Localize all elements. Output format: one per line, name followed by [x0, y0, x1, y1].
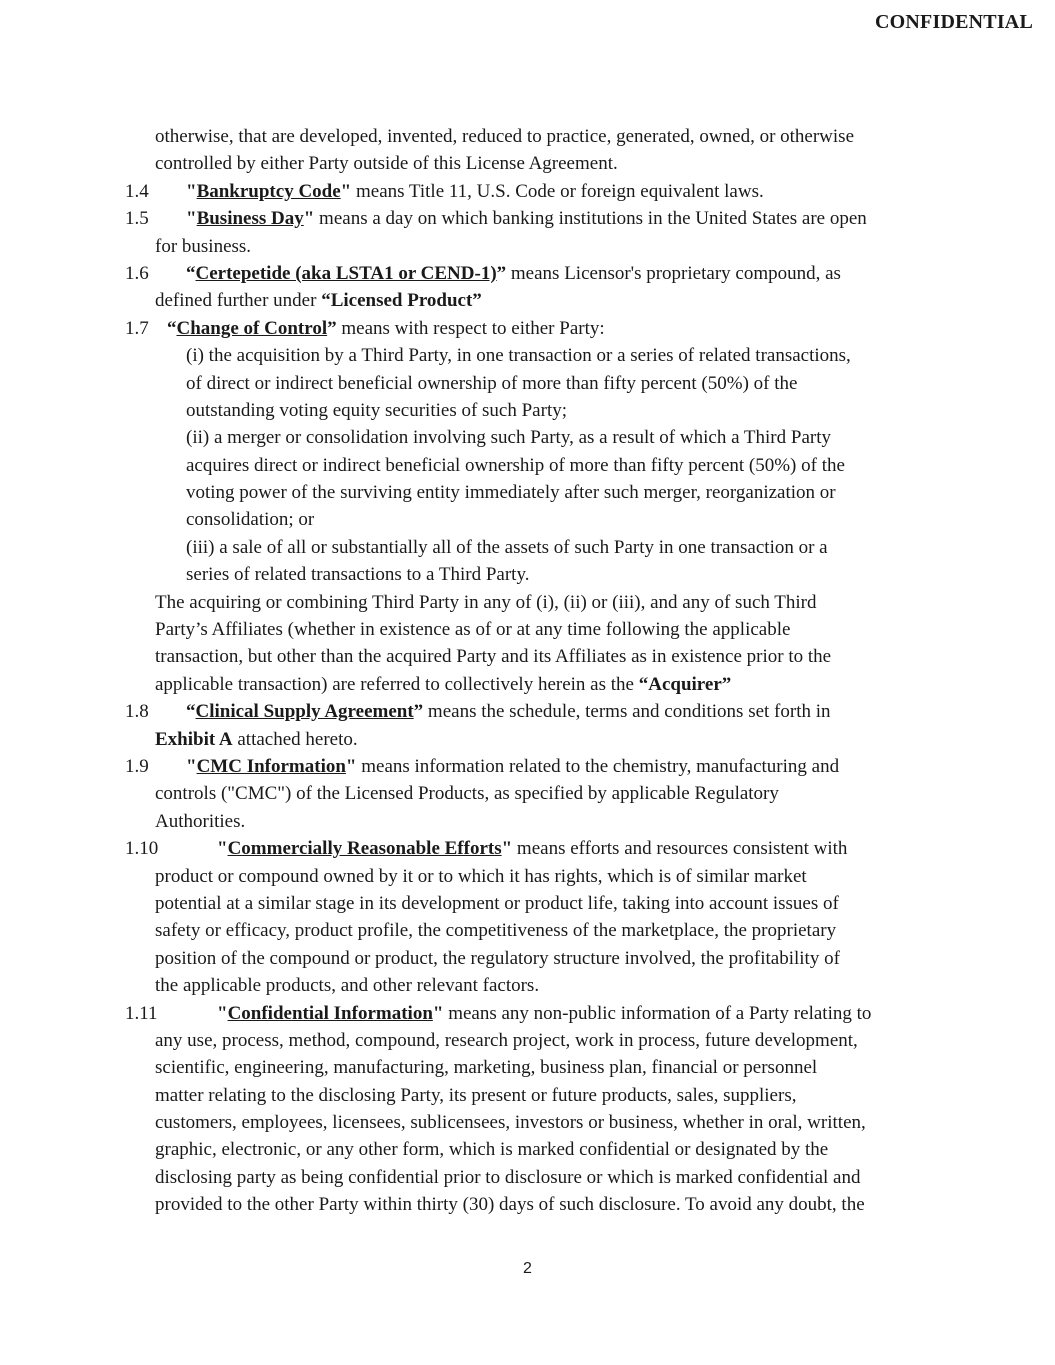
clause-line: of direct or indirect beneficial ownership of more than fifty percent (50%) of the: [186, 372, 798, 394]
intro-line-2: controlled by either Party outside of this License Agreement.: [155, 153, 618, 175]
exhibit-reference: Exhibit A: [155, 728, 233, 750]
section-1-11-cont: graphic, electronic, or any other form, which is marked confidential or designated by the: [155, 1139, 829, 1161]
defined-term: Business Day: [196, 208, 304, 230]
paragraph-line: The acquiring or combining Third Party in any of (i), (ii) or (iii), and any of such Third: [155, 591, 817, 613]
clause-line: (i) the acquisition by a Third Party, in one transaction or a series of related transactions,: [186, 345, 851, 367]
section-1-10-cont: the applicable products, and other relevant factors.: [155, 975, 540, 997]
section-number: 1.4: [125, 180, 149, 202]
section-1-4: [0, 178, 1055, 205]
page-number: 2: [523, 1260, 532, 1277]
clause-line: series of related transactions to a Third Party.: [186, 564, 530, 586]
section-number: 1.11: [125, 1002, 158, 1024]
section-1-11-cont: any use, process, method, compound, research project, work in process, future development,: [155, 1029, 858, 1051]
section-number: 1.5: [125, 208, 149, 230]
cross-reference: “Licensed Product”: [321, 290, 482, 312]
defined-term: Commercially Reasonable Efforts: [227, 838, 502, 860]
section-1-5: [0, 205, 1055, 232]
section-1-7: [0, 315, 1055, 342]
defined-term: Clinical Supply Agreement: [195, 701, 414, 723]
definition-line: “Clinical Supply Agreement” means the schedule, terms and conditions set forth in: [186, 701, 831, 723]
paragraph-line: transaction, but other than the acquired Party and its Affiliates as in existence prior to the: [155, 646, 832, 668]
clause-line: (iii) a sale of all or substantially all of the assets of such Party in one transaction or a: [186, 536, 828, 558]
definition-line: "Confidential Information" means any non-public information of a Party relating to: [217, 1002, 872, 1024]
confidential-header: CONFIDENTIAL: [875, 11, 1033, 33]
section-1-5-cont: for business.: [155, 235, 252, 257]
section-1-11-cont: disclosing party as being confidential prior to disclosure or which is marked confidential and: [155, 1166, 861, 1188]
definition-line: "Bankruptcy Code" means Title 11, U.S. Code or foreign equivalent laws.: [186, 180, 764, 202]
defined-term: Bankruptcy Code: [196, 180, 341, 202]
document-body: [0, 123, 1055, 1219]
section-1-9-cont: Authorities.: [155, 810, 246, 832]
section-1-11-cont: scientific, engineering, manufacturing, marketing, business plan, financial or personnel: [155, 1057, 818, 1079]
section-1-10-cont: potential at a similar stage in its development or product life, taking into account issues of: [155, 892, 839, 914]
section-number: 1.9: [125, 755, 149, 777]
section-1-6-cont: defined further under “Licensed Product”: [155, 290, 482, 312]
defined-term: Confidential Information: [227, 1002, 433, 1024]
definition-line: “Certepetide (aka LSTA1 or CEND-1)” means Licensor's proprietary compound, as: [186, 262, 841, 284]
definition-line: “Change of Control” means with respect to either Party:: [167, 317, 605, 339]
defined-term: Change of Control: [176, 317, 328, 339]
defined-term: Certepetide (aka LSTA1 or CEND-1): [195, 262, 497, 284]
defined-term-acquirer: “Acquirer”: [638, 673, 732, 695]
clause-line: acquires direct or indirect beneficial ownership of more than fifty percent (50%) of the: [186, 454, 845, 476]
section-1-10-cont: position of the compound or product, the regulatory structure involved, the profitability of: [155, 947, 840, 969]
clause-line: consolidation; or: [186, 509, 315, 531]
intro-line-1: otherwise, that are developed, invented, reduced to practice, generated, owned, or otherwise: [155, 126, 855, 147]
section-1-8-cont: Exhibit A attached hereto.: [155, 728, 358, 750]
section-number: 1.10: [125, 838, 159, 860]
definition-line: "CMC Information" means information related to the chemistry, manufacturing and: [186, 755, 840, 777]
section-1-10: [0, 835, 1055, 862]
clause-line: outstanding voting equity securities of such Party;: [186, 399, 568, 421]
definition-line: "Business Day" means a day on which banking institutions in the United States are open: [186, 208, 867, 230]
section-1-10-cont: product or compound owned by it or to which it has rights, which is of similar market: [155, 865, 807, 887]
section-1-9: [0, 753, 1055, 780]
definition-line: "Commercially Reasonable Efforts" means efforts and resources consistent with: [217, 838, 848, 860]
section-number: 1.8: [125, 701, 149, 723]
section-1-9-cont: controls ("CMC") of the Licensed Products, as specified by applicable Regulatory: [155, 783, 779, 805]
defined-term: CMC Information: [196, 755, 346, 777]
section-1-11-cont: provided to the other Party within thirty (30) days of such disclosure. To avoid any doubt, the: [155, 1194, 865, 1216]
section-1-10-cont: safety or efficacy, product profile, the competitiveness of the marketplace, the proprietary: [155, 920, 837, 942]
section-1-11-cont: matter relating to the disclosing Party, its present or future products, sales, suppliers,: [155, 1084, 797, 1106]
clause-line: voting power of the surviving entity immediately after such merger, reorganization or: [186, 482, 836, 504]
paragraph-line: applicable transaction) are referred to collectively herein as the “Acquirer”: [155, 673, 732, 695]
section-1-8: [0, 698, 1055, 725]
section-1-11-cont: customers, employees, licensees, sublicensees, investors or business, whether in oral, written,: [155, 1112, 866, 1134]
section-number: 1.6: [125, 262, 149, 284]
section-1-6: [0, 260, 1055, 287]
clause-line: (ii) a merger or consolidation involving such Party, as a result of which a Third Party: [186, 427, 831, 449]
section-1-11: [0, 1000, 1055, 1027]
paragraph-line: Party’s Affiliates (whether in existence as of or at any time following the applicable: [155, 619, 791, 641]
section-number: 1.7: [125, 317, 149, 339]
